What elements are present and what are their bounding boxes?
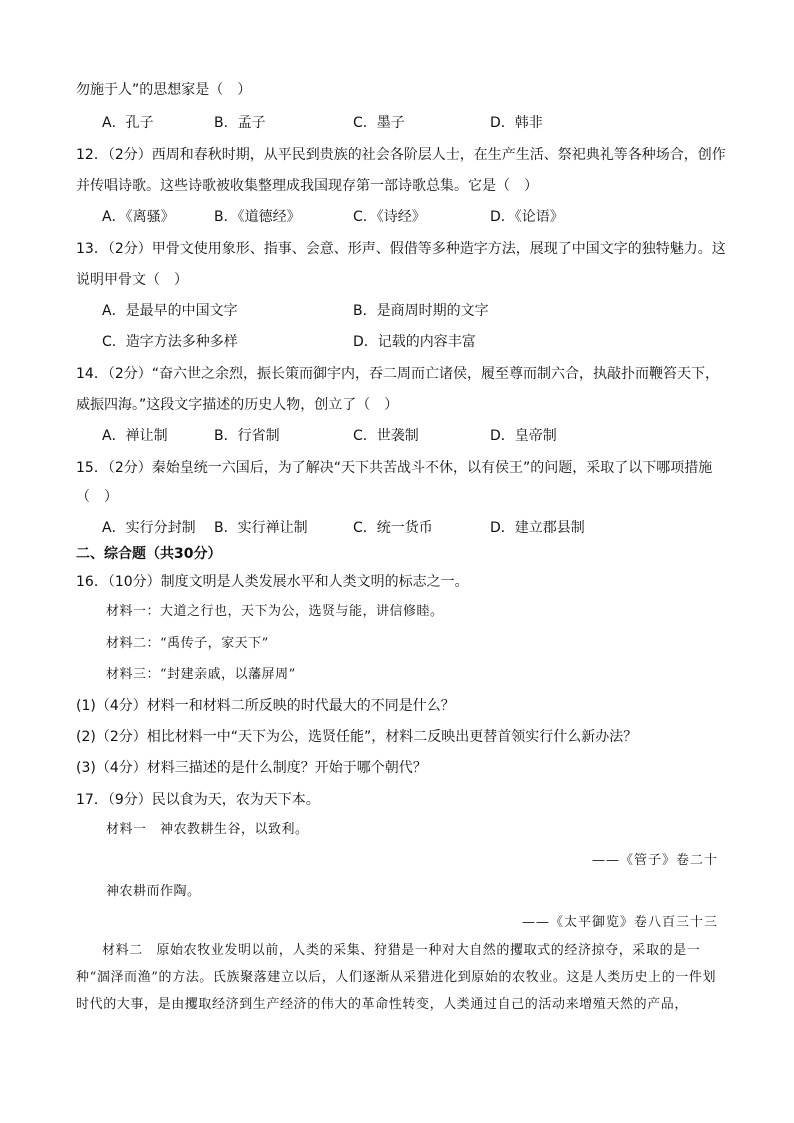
q17-material-1: 材料一 神农教耕生谷，以致利。 bbox=[106, 822, 309, 837]
q16-material-1: 材料一：大道之行也，天下为公，选贤与能，讲信修睦。 bbox=[106, 604, 444, 619]
q16-material-2: 材料二：“禹传子，家天下” bbox=[106, 636, 269, 651]
q15-stem-line1: 15．（2分）秦始皇统一六国后，为了解决“天下共苦战斗不休，以有侯王”的问题，采取了以下哪项措施 bbox=[76, 460, 713, 476]
q11-option-d[interactable]: D．韩非 bbox=[490, 115, 543, 131]
q11-option-b[interactable]: B．孟子 bbox=[214, 115, 266, 131]
q17-material-2: 材料二 原始农牧业发明以前，人类的采集、狩猎是一种对大自然的攫取式的经济掠夺，采取的是一种“涸泽而渔”的方法。氏族聚落建立以后，人们逐渐从采猎进化到原始的农牧业。这是人类历史上的一件划时代的大事，是由攫取经济到生产经济的伟大的革命性转变，人类通过自己的活动来增殖天然的产品， bbox=[76, 943, 717, 1012]
q12-stem-line2: 并传唱诗歌。这些诗歌被收集整理成我国现存第一部诗歌总集。它是（ ） bbox=[76, 178, 538, 194]
q14-option-b[interactable]: B．行省制 bbox=[214, 428, 280, 444]
q15-option-c[interactable]: C．统一货币 bbox=[353, 520, 433, 536]
q13-option-c[interactable]: C．造字方法多种多样 bbox=[102, 334, 238, 350]
section-heading: 二、综合题（共30分） bbox=[76, 546, 222, 562]
q12-stem-line1: 12．（2分）西周和春秋时期，从平民到贵族的社会各阶层人士，在生产生活、祭祀典礼等各种场合，创作 bbox=[76, 147, 726, 163]
q15-option-a[interactable]: A．实行分封制 bbox=[102, 520, 196, 536]
q13-stem-line2: 说明甲骨文（ ） bbox=[76, 272, 188, 288]
q15-option-d[interactable]: D．建立郡县制 bbox=[490, 520, 585, 536]
q16-material-3: 材料三：“封建亲戚，以藩屏周” bbox=[106, 667, 296, 682]
q15-stem-line2: （ ） bbox=[76, 489, 118, 505]
q16-stem: 16．（10分）制度文明是人类发展水平和人类文明的标志之一。 bbox=[76, 574, 469, 590]
q15-option-b[interactable]: B．实行禅让制 bbox=[214, 520, 308, 536]
q12-option-d[interactable]: D．《论语》 bbox=[490, 209, 564, 225]
q14-stem-line1: 14．（2分）“奋六世之余烈，振长策而御宇内，吞二周而亡诸侯，履至尊而制六合，执敲扑而鞭笞天下， bbox=[76, 366, 719, 382]
q12-option-a[interactable]: A．《离骚》 bbox=[102, 209, 175, 225]
q17-source-2: ——《太平御览》卷八百三十三 bbox=[521, 915, 718, 930]
q14-stem-line2: 威振四海。”这段文字描述的历史人物，创立了（ ） bbox=[76, 397, 399, 413]
q13-stem-line1: 13．（2分）甲骨文使用象形、指事、会意、形声、假借等多种造字方法，展现了中国文字的独特魅力。这 bbox=[76, 241, 726, 257]
q11-option-a[interactable]: A．孔子 bbox=[102, 115, 154, 131]
q12-option-b[interactable]: B．《道德经》 bbox=[214, 209, 301, 225]
q17-material-1b: 神农耕而作陶。 bbox=[106, 884, 201, 899]
q17-stem: 17．（9分）民以食为天，农为天下本。 bbox=[76, 792, 320, 808]
q14-option-d[interactable]: D．皇帝制 bbox=[490, 428, 557, 444]
q11-stem-tail: 勿施于人”的思想家是（ ） bbox=[76, 82, 252, 98]
q16-sub-2: (2)（2分）相比材料一中“天下为公，选贤任能”，材料二反映出更替首领实行什么新办法？ bbox=[76, 729, 638, 745]
q16-sub-3: (3)（4分）材料三描述的是什么制度？开始于哪个朝代？ bbox=[76, 760, 427, 776]
q13-option-d[interactable]: D．记载的内容丰富 bbox=[353, 334, 476, 350]
q16-sub-1: (1)（4分）材料一和材料二所反映的时代最大的不同是什么？ bbox=[76, 698, 455, 714]
q11-option-c[interactable]: C．墨子 bbox=[353, 115, 405, 131]
q12-option-c[interactable]: C．《诗经》 bbox=[353, 209, 426, 225]
q13-option-b[interactable]: B．是商周时期的文字 bbox=[353, 303, 489, 319]
q13-option-a[interactable]: A．是最早的中国文字 bbox=[102, 303, 238, 319]
q14-option-a[interactable]: A．禅让制 bbox=[102, 428, 168, 444]
q17-source-1: ——《管子》卷二十 bbox=[591, 853, 718, 868]
q14-option-c[interactable]: C．世袭制 bbox=[353, 428, 419, 444]
